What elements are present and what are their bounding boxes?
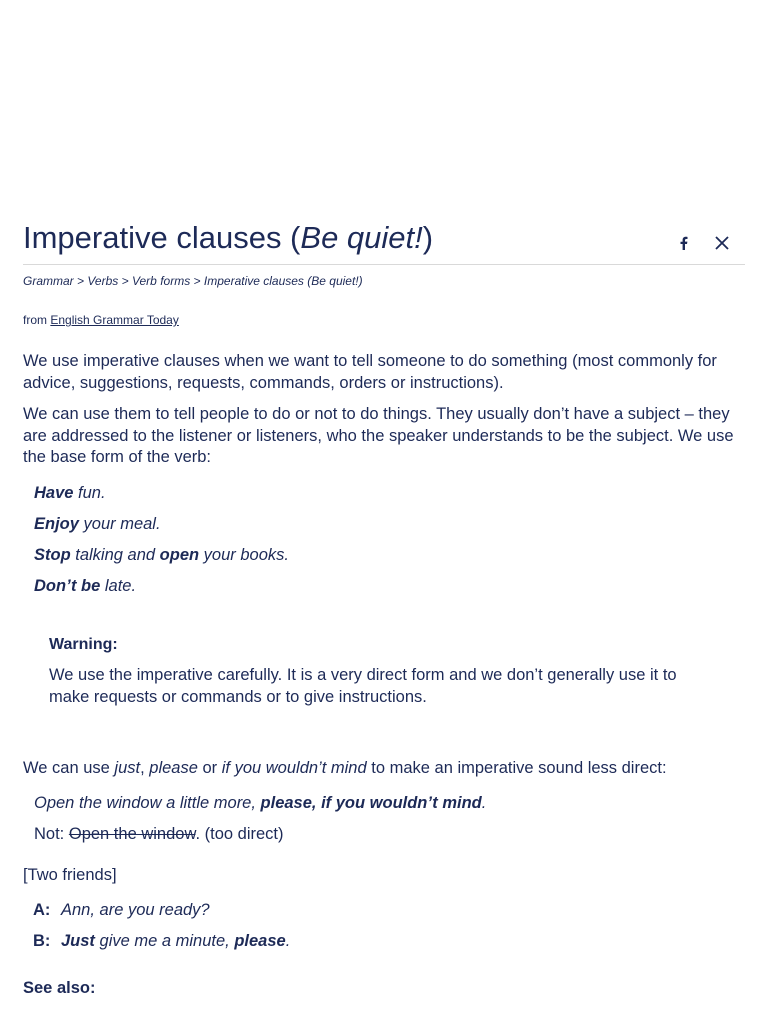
example-3: Stop talking and open your books. — [34, 546, 289, 564]
softening-paragraph: We can use just, please or if you wouldn’t mind to make an imperative sound less direct: — [23, 759, 667, 777]
facebook-icon[interactable] — [675, 234, 693, 252]
warning-text: We use the imperative carefully. It is a very direct form and we don’t generally use it to make requests or commands or to give instructions. — [49, 666, 677, 706]
breadcrumb-verb-forms[interactable]: Verb forms — [131, 274, 191, 288]
source-link[interactable]: English Grammar Today — [50, 313, 179, 327]
source-line — [23, 313, 179, 327]
example-1: Have fun. — [34, 484, 106, 502]
title-italic: Be quiet! — [300, 220, 423, 255]
share-bar — [675, 234, 731, 252]
dialogue-line-a: Ann, are you ready? — [61, 901, 210, 919]
x-icon[interactable] — [713, 234, 731, 252]
breadcrumb-verbs[interactable]: Verbs — [87, 274, 119, 288]
source-prefix: from — [23, 313, 47, 327]
speaker-a: A: — [33, 901, 51, 919]
title-row — [23, 218, 745, 265]
warning-title: Warning: — [49, 636, 118, 653]
example-2: Enjoy your meal. — [34, 515, 161, 533]
see-also-heading: See also: — [23, 979, 96, 997]
breadcrumb: Grammar > Verbs > Verb forms > Imperative clauses (Be quiet!) — [23, 274, 363, 288]
example-4: Don’t be late. — [34, 577, 137, 595]
not-example: Not: Open the window. (too direct) — [34, 825, 284, 843]
intro-paragraph-1: We use imperative clauses when we want to tell someone to do something (most commonly for advice, suggestions, requests, commands, orders or instructions). — [23, 352, 717, 392]
title-text: Imperative clauses ( — [23, 220, 301, 255]
dialogue-context: [Two friends] — [23, 866, 117, 884]
intro-paragraph-2: We can use them to tell people to do or not to do things. They usually don’t have a subject – they are addressed to the listener or listeners, who the speaker understands to be the subject. We use the base form of the verb: — [23, 405, 734, 466]
page-title — [23, 218, 433, 258]
breadcrumb-current[interactable]: Imperative clauses (Be quiet!) — [203, 274, 363, 288]
breadcrumb-grammar[interactable]: Grammar — [23, 274, 74, 288]
dialogue-line-b: Just give me a minute, please. — [61, 932, 291, 950]
softening-example: Open the window a little more, please, if you wouldn’t mind. — [34, 794, 487, 812]
title-close: ) — [422, 220, 434, 255]
speaker-b: B: — [33, 932, 51, 950]
